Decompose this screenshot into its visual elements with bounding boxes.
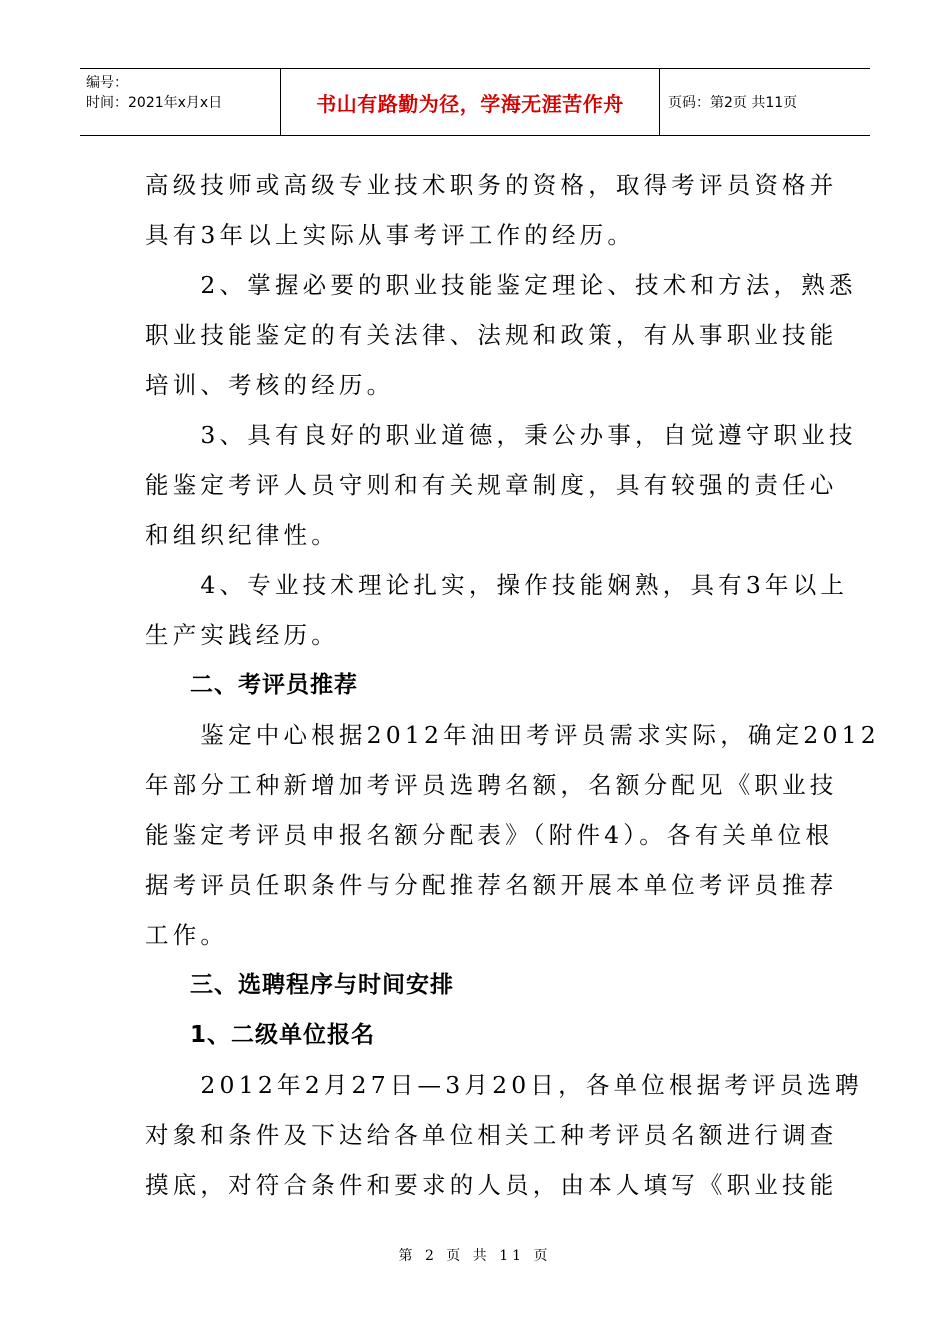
- paragraph-6: [145, 1060, 863, 1210]
- section-heading-3: 三、选聘程序与时间安排: [190, 972, 454, 998]
- paragraph-1: [145, 160, 838, 260]
- text-line: 2、掌握必要的职业技能鉴定理论、技术和方法，熟悉: [145, 271, 857, 299]
- paragraph-3: [145, 410, 857, 560]
- paragraph-4: [145, 560, 849, 660]
- text-line: 工作。: [145, 921, 229, 949]
- text-line: 2012年2月27日—3月20日，各单位根据考评员选聘: [145, 1071, 863, 1099]
- date-label: 时间：2021年x月x日: [86, 95, 223, 111]
- motto-text: 书山有路勤为径，学海无涯苦作舟: [316, 91, 624, 116]
- text-line: 摸底，对符合条件和要求的人员，由本人填写《职业技能: [145, 1171, 838, 1199]
- text-line: 鉴定中心根据2012年油田考评员需求实际，确定2012: [145, 721, 880, 749]
- text-line: 生产实践经历。: [145, 621, 339, 649]
- code-label: 编号：: [86, 75, 128, 91]
- header-page-cell: [660, 69, 870, 135]
- text-line: 能鉴定考评人员守则和有关规章制度，具有较强的责任心: [145, 471, 838, 499]
- header-meta-cell: [80, 69, 281, 135]
- text-line: 具有3年以上实际从事考评工作的经历。: [145, 221, 636, 249]
- subsection-heading-3-1: 1、二级单位报名: [190, 1022, 376, 1048]
- text-line: 能鉴定考评员申报名额分配表》（附件4）。各有关单位根: [145, 821, 834, 849]
- text-line: 对象和条件及下达给各单位相关工种考评员名额进行调查: [145, 1121, 838, 1149]
- document-body: [145, 160, 880, 1210]
- header-motto-cell: [281, 69, 660, 135]
- text-line: 高级技师或高级专业技术职务的资格，取得考评员资格并: [145, 171, 838, 199]
- text-line: 4、专业技术理论扎实，操作技能娴熟，具有3年以上: [145, 571, 849, 599]
- page-header: [80, 68, 870, 136]
- text-line: 据考评员任职条件与分配推荐名额开展本单位考评员推荐: [145, 871, 838, 899]
- section-heading-2: 二、考评员推荐: [190, 672, 358, 698]
- paragraph-5: [145, 710, 880, 960]
- text-line: 3、具有良好的职业道德，秉公办事，自觉遵守职业技: [145, 421, 857, 449]
- text-line: 职业技能鉴定的有关法律、法规和政策，有从事职业技能: [145, 321, 838, 349]
- page-info: 页码：第2页 共11页: [668, 95, 798, 111]
- page-footer: 第 2 页 共 11 页: [398, 1248, 552, 1264]
- text-line: 年部分工种新增加考评员选聘名额，名额分配见《职业技: [145, 771, 838, 799]
- text-line: 培训、考核的经历。: [145, 371, 395, 399]
- paragraph-2: [145, 260, 857, 410]
- text-line: 和组织纪律性。: [145, 521, 339, 549]
